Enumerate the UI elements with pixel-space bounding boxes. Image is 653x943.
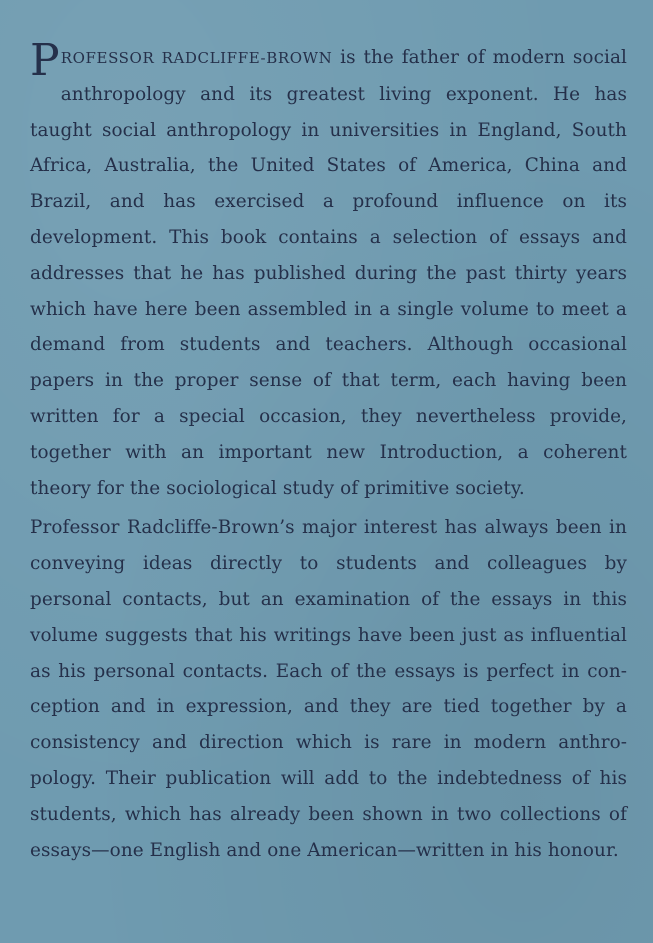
paragraph-introduction-text: is the father of modern social anthropology and its greatest living exponent. He has taught social anthropology in universities in England, South Africa, Australia, the United States of America, China and Brazil, and has exercised a profound influence on its development. This book contains a selection of essays and addresses that he has published during the past thirty years which have here been assembled in a single volume to meet a demand from students and teachers. Although occasional papers in the proper sense of that term, each having been written for a special occasion, they nevertheless provide, together with an important new Introduction, a coherent theory for the sociological study of primitive society.: [30, 47, 628, 499]
paragraph-assessment-text: Professor Radcliffe-Brown’s major interest has always been in conveying ideas directly to students and colleagues by personal contacts, but an examination of the essays in this volume suggests that his writings have been just as influential as his personal contacts. Each of the essays is perfect in conception and in expression, and they are tied together by a consistency and direction which is rare in modern anthropology. Their publication will add to the indebtedness of his students, which has already been shown in two collections of essays—one English and one American—written in his honour.: [30, 517, 627, 861]
drop-cap: P: [30, 35, 60, 86]
paragraph-introduction: [30, 35, 628, 506]
author-name-smallcaps: ROFESSOR RADCLIFFE-BROWN: [60, 49, 333, 67]
paragraph-assessment: [30, 510, 627, 868]
